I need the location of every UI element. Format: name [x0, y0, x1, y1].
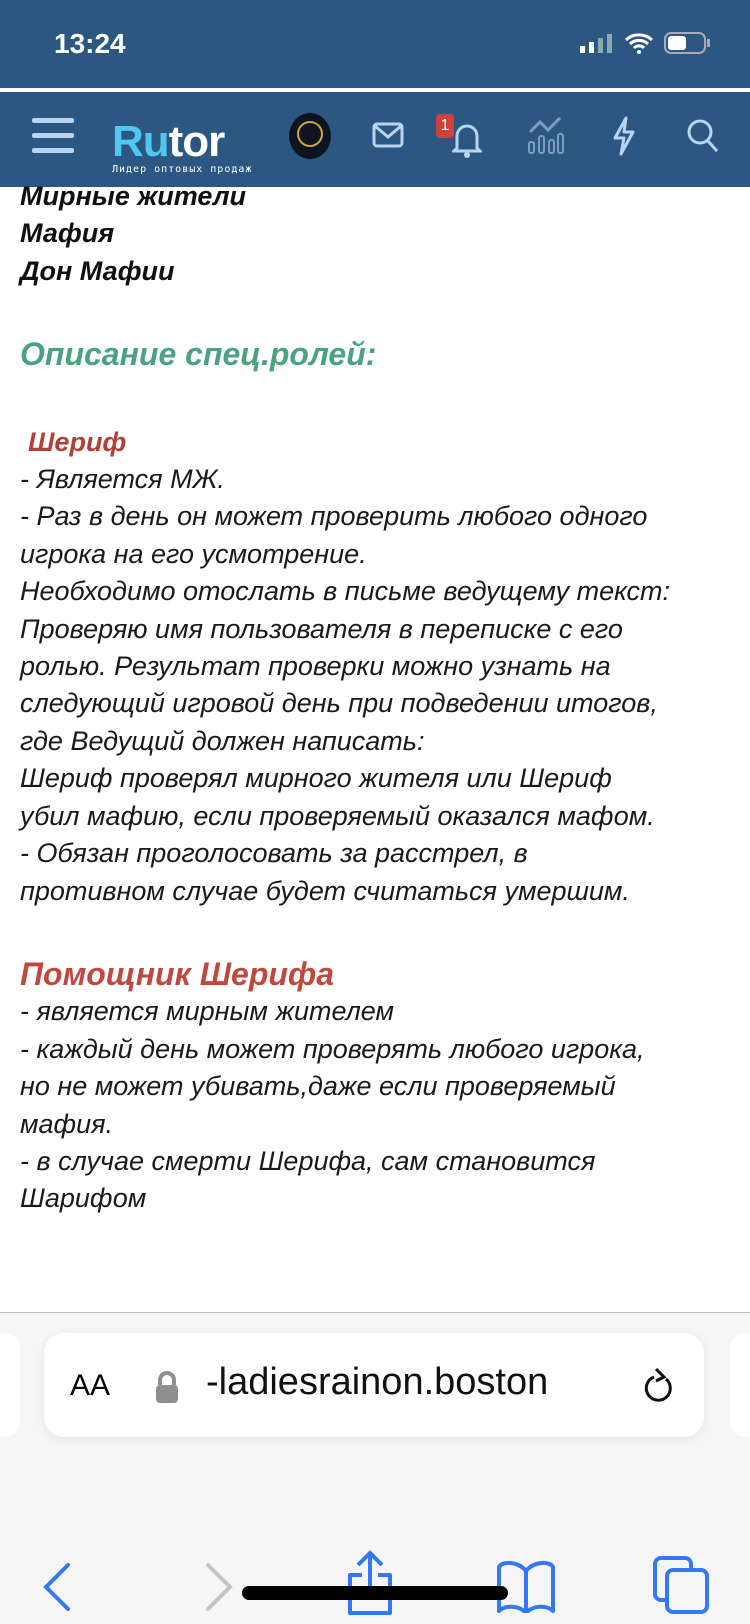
- text-line: Шарифом: [20, 1183, 147, 1214]
- address-bar[interactable]: [44, 1333, 704, 1437]
- text-line: - Обязан проголосовать за расстрел, в: [20, 838, 528, 869]
- text-line: - Раз в день он может проверить любого одного: [20, 501, 648, 532]
- text-line: Проверяю имя пользователя в переписке с его: [20, 613, 623, 644]
- text-line: игрока на его усмотрение.: [20, 538, 367, 569]
- lightning-icon[interactable]: [612, 116, 636, 156]
- text-line: - является мирным жителем: [20, 996, 395, 1027]
- signal-icon: [580, 33, 614, 53]
- post-content: [20, 178, 740, 1218]
- url-text[interactable]: -ladiesrainon.boston: [206, 1361, 549, 1403]
- text-line: Шериф проверял мирного жителя или Шериф: [20, 763, 612, 794]
- text-line: где Ведущий должен написать:: [20, 725, 425, 756]
- home-indicator: [242, 1586, 508, 1600]
- browser-toolbar: [0, 1312, 750, 1624]
- stats-icon[interactable]: [528, 116, 564, 154]
- assistant-title: Помощник Шерифа: [20, 955, 335, 992]
- site-header: [0, 90, 750, 187]
- text-line: мафия.: [20, 1108, 114, 1139]
- reader-settings-button[interactable]: AA: [70, 1369, 111, 1402]
- status-bar: [0, 0, 750, 88]
- lock-icon: [154, 1371, 180, 1405]
- notification-badge: 1: [436, 114, 454, 138]
- text-line: - в случае смерти Шерифа, сам становится: [20, 1145, 596, 1176]
- forward-icon[interactable]: [204, 1563, 234, 1611]
- role-item: Мафия: [20, 218, 115, 249]
- text-line: Необходимо отослать в письме ведущему текст:: [20, 576, 671, 607]
- battery-icon: [664, 32, 710, 54]
- garant-badge-icon[interactable]: [288, 112, 332, 160]
- back-icon[interactable]: [42, 1563, 72, 1611]
- text-line: убил мафию, если проверяемый оказался мафом.: [20, 800, 655, 831]
- text-line: ролью. Результат проверки можно узнать на: [20, 651, 611, 682]
- reload-icon[interactable]: [644, 1367, 674, 1407]
- clock: 13:24: [54, 28, 126, 59]
- role-item: Дон Мафии: [20, 255, 175, 286]
- text-line: противном случае будет считаться умершим.: [20, 875, 630, 906]
- menu-icon[interactable]: [32, 116, 74, 156]
- text-line: - Является МЖ.: [20, 464, 225, 495]
- tabs-icon[interactable]: [652, 1555, 712, 1615]
- next-tab-peek[interactable]: [730, 1333, 750, 1437]
- role-item: Мирные жители: [20, 181, 247, 211]
- text-line: - каждый день может проверять любого игрока,: [20, 1033, 645, 1064]
- prev-tab-peek[interactable]: [0, 1333, 20, 1437]
- rutor-logo[interactable]: Rutor Лидер оптовых продаж: [112, 117, 253, 175]
- section-heading: Описание спец.ролей:: [20, 336, 377, 373]
- share-icon[interactable]: [346, 1549, 394, 1615]
- wifi-icon: [624, 32, 654, 54]
- sheriff-title: Шериф: [28, 426, 127, 457]
- mail-icon[interactable]: [372, 122, 404, 148]
- text-line: следующий игровой день при подведении итогов,: [20, 688, 658, 719]
- bookmarks-icon[interactable]: [496, 1559, 556, 1613]
- search-icon[interactable]: [686, 118, 720, 154]
- text-line: но не может убивать,даже если проверяемый: [20, 1071, 616, 1102]
- bell-icon[interactable]: [452, 118, 482, 158]
